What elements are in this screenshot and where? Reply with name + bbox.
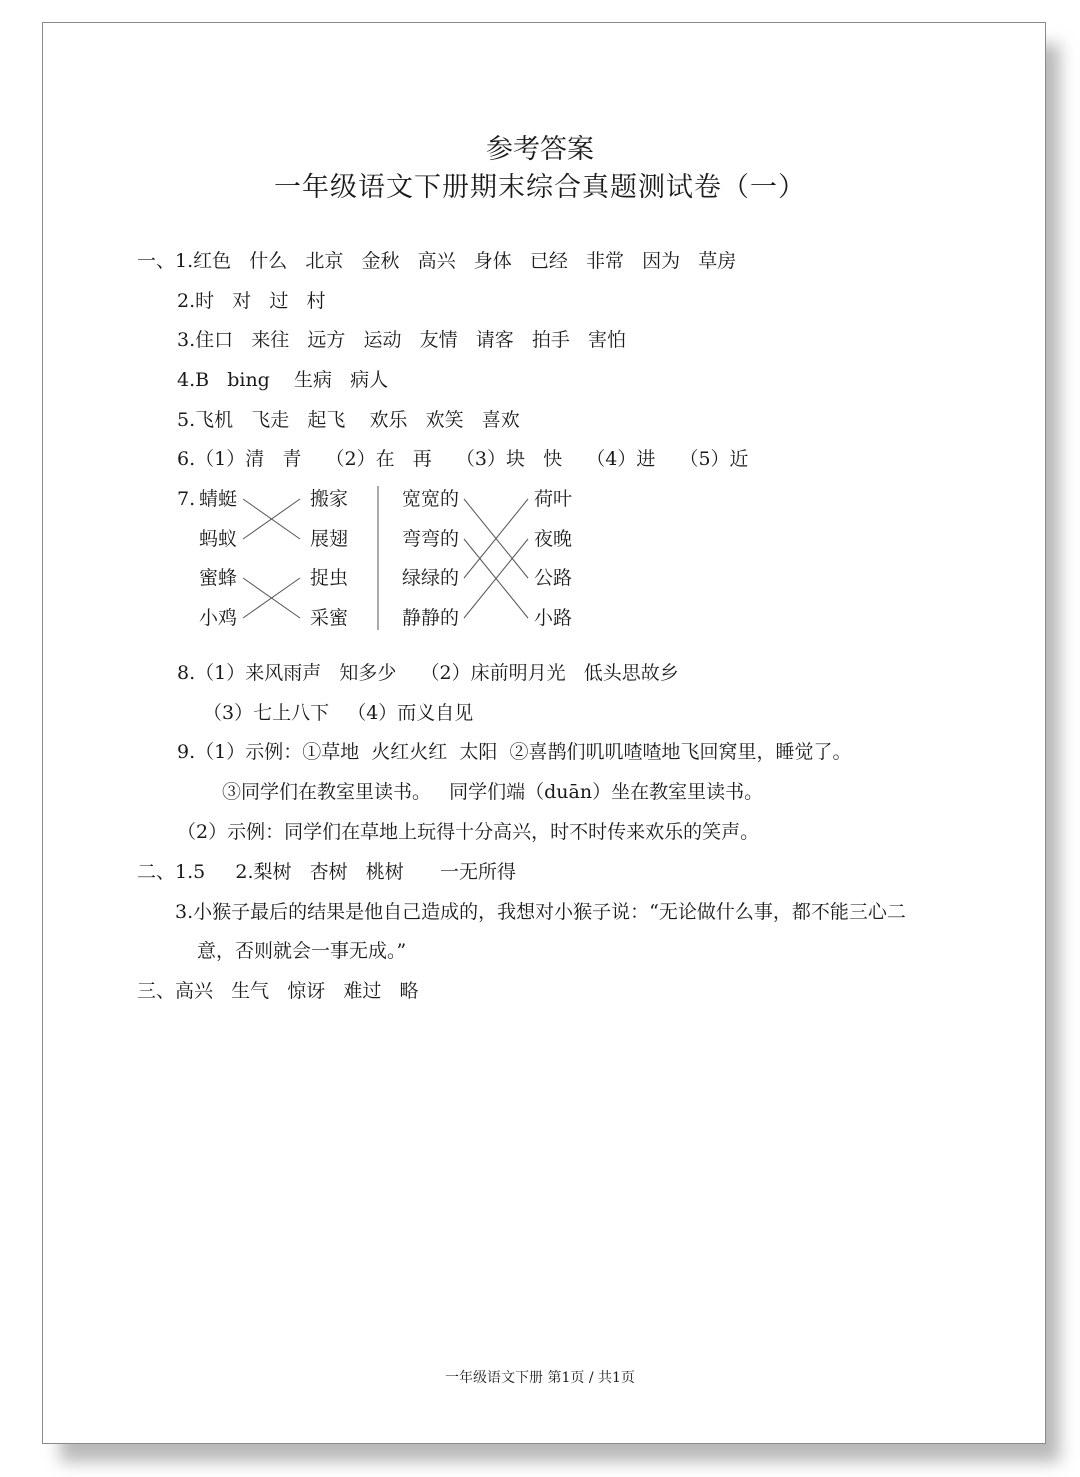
- page-subtitle: 一年级语文下册期末综合真题测试卷（一）: [274, 172, 806, 203]
- answer-1-8a: 8.（1）来风雨声 知多少 （2）床前明月光 低头思故乡: [177, 662, 679, 684]
- match-adjective-word: 绿绿的: [402, 567, 460, 589]
- match-adjective-word: 宽宽的: [402, 488, 460, 510]
- answer-1-9b: ③同学们在教室里读书。 同学们端（duān）坐在教室里读书。: [222, 781, 764, 803]
- match-action-word: 捉虫: [310, 567, 349, 589]
- answer-2-3b: 意，否则就会一事无成。”: [197, 940, 407, 962]
- match-noun-word: 夜晚: [534, 528, 573, 550]
- page-footer: 一年级语文下册 第1页 / 共1页: [445, 1370, 635, 1386]
- match-noun-word: 公路: [534, 567, 573, 589]
- answer-1-7-label: 7.: [177, 488, 196, 510]
- match-left-word: 蚂蚁: [199, 528, 238, 550]
- match-noun-word: 小路: [534, 607, 573, 629]
- match-action-word: 展翅: [310, 528, 349, 550]
- answer-1-9c: （2）示例：同学们在草地上玩得十分高兴，时不时传来欢乐的笑声。: [177, 821, 760, 843]
- match-left-word: 小鸡: [199, 607, 238, 629]
- match-left-word: 蜻蜓: [199, 488, 238, 510]
- match-action-word: 搬家: [310, 488, 349, 510]
- answer-1-3: 3.住口 来往 远方 运动 友情 请客 拍手 害怕: [177, 329, 626, 351]
- answer-1-2: 2.时 对 过 村: [177, 290, 326, 312]
- match-adjective-word: 静静的: [402, 607, 460, 629]
- answer-1-6: 6.（1）清 青 （2）在 再 （3）块 快 （4）进 （5）近: [177, 448, 749, 470]
- match-noun-word: 荷叶: [534, 488, 573, 510]
- answer-1-5: 5.飞机 飞走 起飞 欢乐 欢笑 喜欢: [177, 409, 520, 431]
- match-left-word: 蜜蜂: [199, 567, 238, 589]
- match-action-word: 采蜜: [310, 607, 349, 629]
- answer-1-1: 一、1.红色 什么 北京 金秋 高兴 身体 已经 非常 因为 草房: [137, 250, 737, 272]
- match-adjective-word: 弯弯的: [402, 528, 460, 550]
- answer-2-1: 二、1.5 2.梨树 杏树 桃树 一无所得: [137, 861, 517, 883]
- answer-1-8b: （3）七上八下 （4）而义自见: [203, 702, 474, 724]
- answer-1-9a: 9.（1）示例：①草地 火红火红 太阳 ②喜鹊们叽叽喳喳地飞回窝里，睡觉了。: [177, 741, 852, 763]
- answer-2-3a: 3.小猴子最后的结果是他自己造成的，我想对小猴子说：“无论做什么事，都不能三心二: [175, 901, 906, 923]
- answer-1-4: 4.B bing 生病 病人: [177, 369, 389, 391]
- answer-3: 三、高兴 生气 惊讶 难过 略: [137, 980, 419, 1002]
- page-title: 参考答案: [486, 134, 594, 165]
